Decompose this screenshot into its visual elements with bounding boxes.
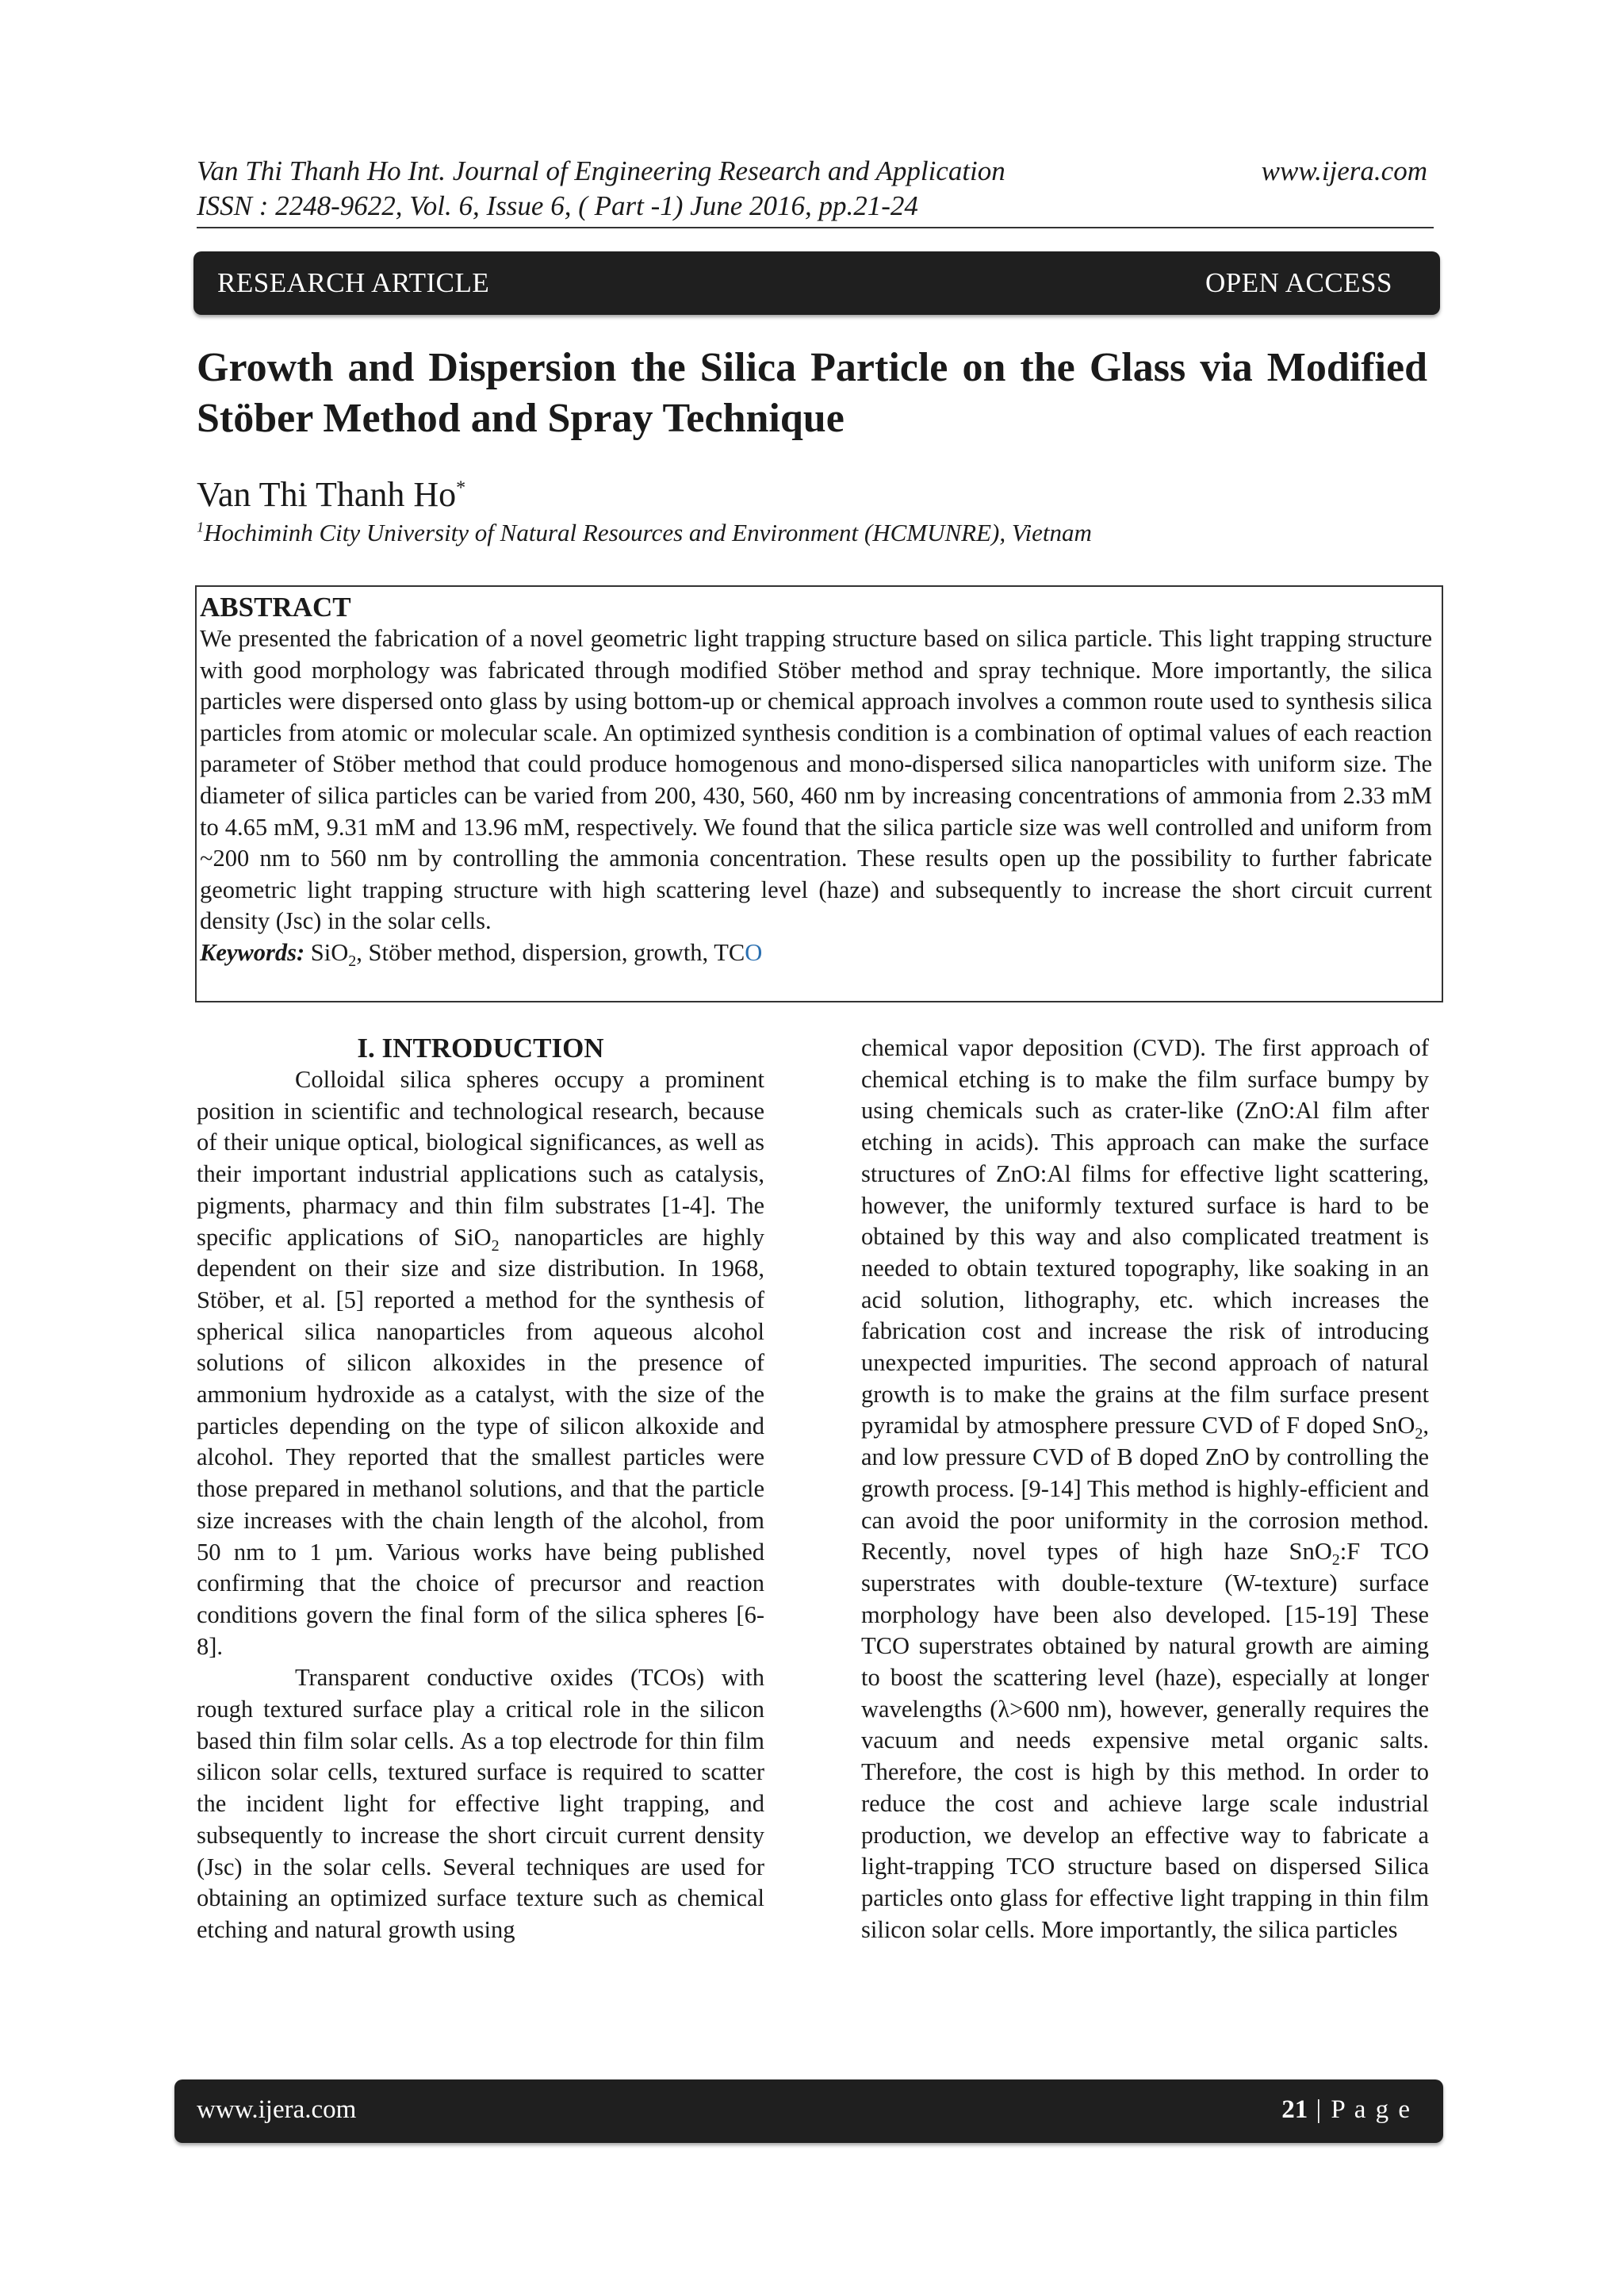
left-column: [197, 1033, 764, 1946]
research-article-label: RESEARCH ARTICLE: [217, 267, 490, 298]
right-column: [861, 1033, 1429, 1945]
paper-title: Growth and Dispersion the Silica Particle on the Glass via Modified Stöber Method and Spray Technique: [197, 345, 1427, 441]
journal-header-line: Van Thi Thanh Ho Int. Journal of Engineering Research and Application: [197, 155, 1005, 186]
abstract-heading: ABSTRACT: [200, 592, 351, 623]
intro-paragraph-1: Colloidal silica spheres occupy a prominent position in scientific and technological research, because of their unique optical, biological significances, as well as their important industrial applications such as catalysis, pigments, pharmacy and thin film substrates [1-4]. The specific applications of SiO$_2$ nanoparticles are highly dependent on their size and size distribution. In 1968, Stöber, et al. [5] reported a method for the synthesis of spherical silica nanoparticles from aqueous alcohol solutions of silicon alkoxides in the presence of ammonium hydroxide as a catalyst, with the size of the particles depending on the type of silicon alkoxide and alcohol. They reported that the smallest particles were those prepared in methanol solutions, and that the particle size increases with the chain length of the alcohol, from 50 nm to 1 µm. Various works have being published confirming that the choice of precursor and reaction conditions govern the final form of the silica spheres [6-8].: [197, 1066, 764, 1660]
introduction-heading: I. INTRODUCTION: [357, 1033, 604, 1064]
affiliation-marker: 1: [197, 519, 204, 535]
keyword-sio2: SiO$_2$: [310, 938, 357, 971]
open-access-label: OPEN ACCESS: [1205, 267, 1392, 298]
abstract-box: [195, 585, 1443, 1002]
keywords-last-char: O: [745, 938, 763, 966]
author-line: [197, 474, 465, 515]
article-type-banner: [193, 251, 1440, 315]
abstract-text: We presented the fabrication of a novel geometric light trapping structure based on silica particle. This light trapping structure with good morphology was fabricated through modified Stöber method and spray technique. More importantly, the silica particles were dispersed onto glass by using bottom-up or chemical approach involves a common route used to synthesis silica particles from atomic or molecular scale. An optimized synthesis condition is a combination of optimal values of each reaction parameter of Stöber method that could produce homogenous and mono-dispersed silica nanoparticles with uniform size. The diameter of silica particles can be varied from 200, 430, 560, 460 nm by increasing concentrations of ammonia from 2.33 mM to 4.65 mM, 9.31 mM and 13.96 mM, respectively. We found that the silica particle size was well controlled and uniform from ~200 nm to 560 nm by controlling the ammonia concentration. These results open up the possibility to further fabricate geometric light trapping structure with high scattering level (haze) and subsequently to increase the short circuit current density (Jsc) in the solar cells.: [200, 625, 1432, 935]
issn-header-line: ISSN : 2248-9622, Vol. 6, Issue 6, ( Part -1) June 2016, pp.21-24: [197, 190, 918, 221]
intro-paragraph-3: chemical vapor deposition (CVD). The first approach of chemical etching is to make the film surface bumpy by using chemicals such as crater-like (ZnO:Al film after etching in acids). This approach can make the surface structures of ZnO:Al films for effective light scattering, however, the uniformly textured surface is hard to be obtained by this way and also complicated treatment is needed to obtain textured topography, like soaking in an acid solution, lithography, etc. which increases the fabrication cost and increase the risk of introducing unexpected impurities. The second approach of natural growth is to make the grains at the film surface present pyramidal by atmosphere pressure CVD of F doped SnO$_2$, and low pressure CVD of B doped ZnO by controlling the growth process. [9-14] This method is highly-efficient and can avoid the poor uniformity in the corrosion method. Recently, novel types of high haze SnO$_2$:F TCO superstrates with double-texture (W-texture) surface morphology have been also developed. [15-19] These TCO superstrates obtained by natural growth are aiming to boost the scattering level (haze), especially at longer wavelengths (λ>600 nm), however, generally requires the vacuum and needs expensive metal organic salts. Therefore, the cost is high by this method. In order to reduce the cost and achieve large scale industrial production, we develop an effective way to fabricate a light-trapping TCO structure based on dispersed Silica particles onto glass for effective light trapping in thin film silicon solar cells. More importantly, the silica particles: [861, 1034, 1429, 1943]
keywords-label: Keywords:: [200, 938, 305, 966]
keywords-rest: , Stöber method, dispersion, growth, TC: [356, 938, 745, 966]
author-name: Van Thi Thanh Ho: [197, 475, 457, 514]
keywords-line: [200, 937, 1432, 969]
footer-page-number: 21 | P a g e: [1281, 2095, 1411, 2124]
footer-url[interactable]: www.ijera.com: [197, 2095, 357, 2124]
header-rule: [197, 227, 1434, 228]
affiliation-text: Hochiminh City University of Natural Resources and Environment (HCMUNRE), Vietnam: [204, 519, 1092, 546]
intro-paragraph-2: Transparent conductive oxides (TCOs) with rough textured surface play a critical role in the silicon based thin film solar cells. As a top electrode for thin film silicon solar cells, textured surface is required to scatter the incident light for effective light trapping, and subsequently to increase the short circuit current density (Jsc) in the solar cells. Several techniques are used for obtaining an optimized surface texture such as chemical etching and natural growth using: [197, 1664, 764, 1943]
affiliation-line: [197, 519, 1092, 547]
author-marker: *: [456, 477, 466, 499]
journal-url-header[interactable]: www.ijera.com: [1261, 155, 1427, 186]
page-footer: [174, 2079, 1443, 2143]
